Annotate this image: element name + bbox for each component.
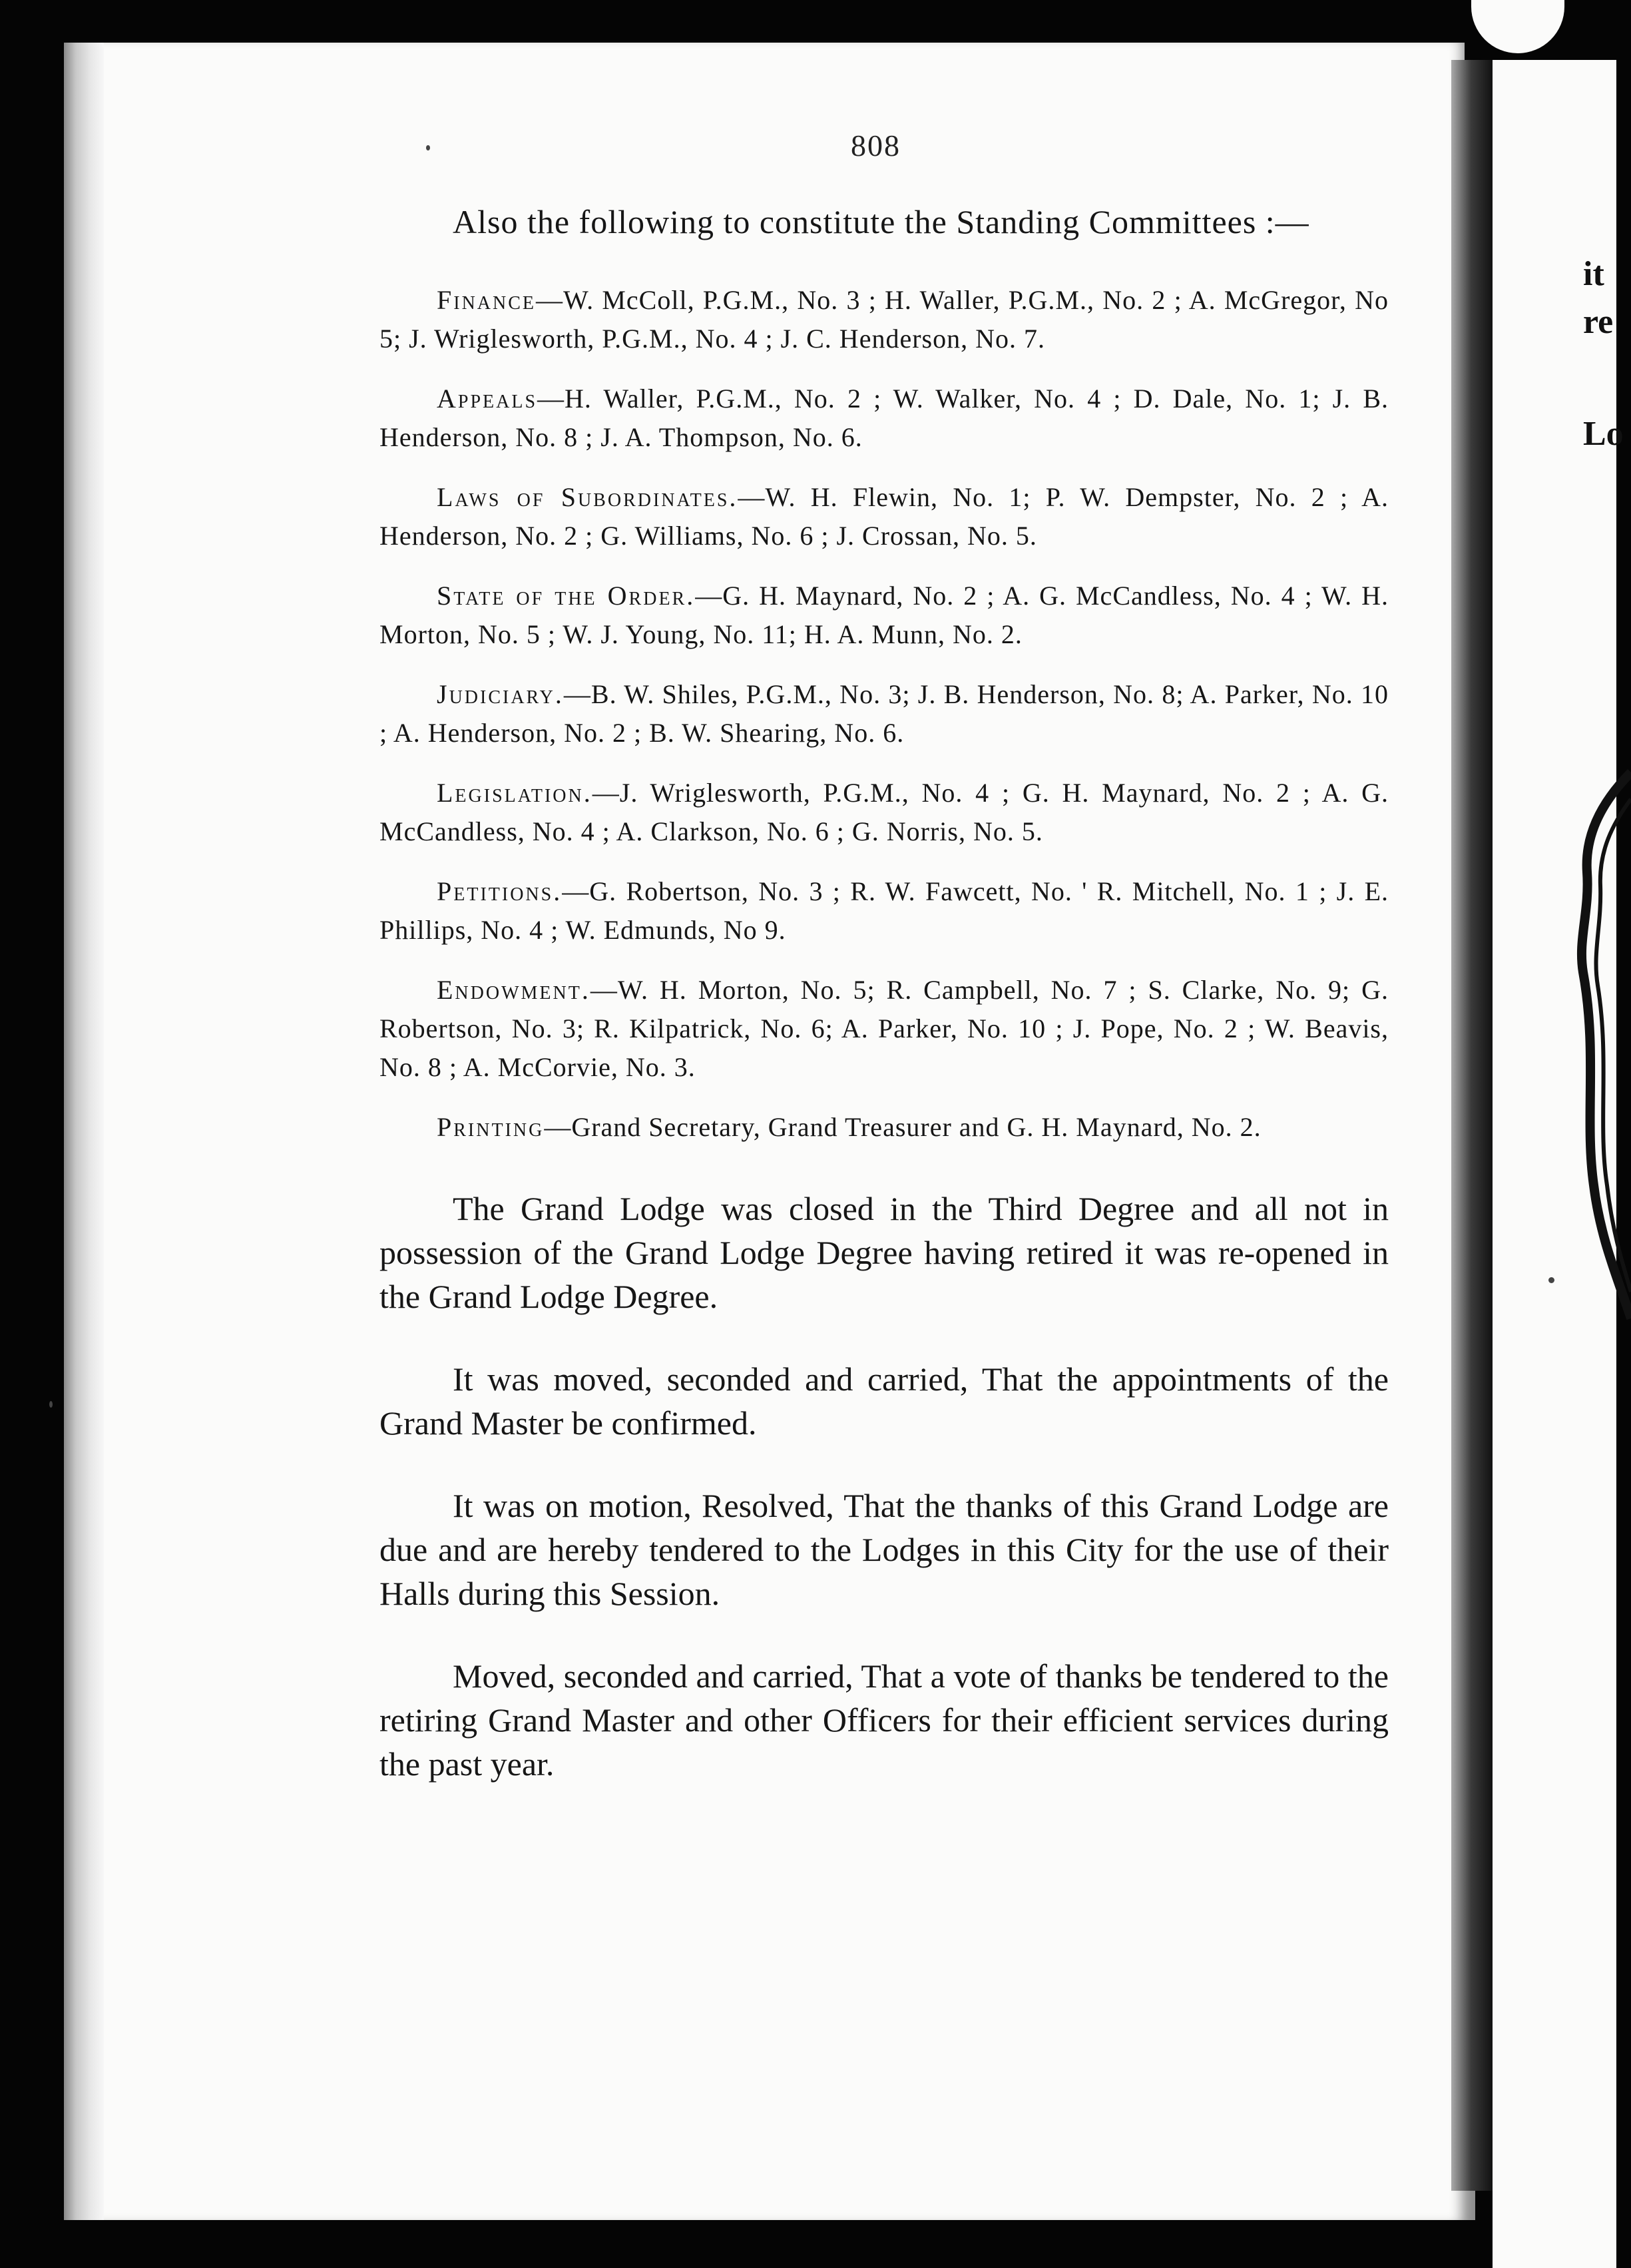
scan-speck bbox=[1548, 1277, 1554, 1283]
committee-members: —W. H. Morton, No. 5; R. Campbell, No. 7 ; S. Clarke, No. 9; G. Robertson, No. 3; R. Kilpatrick, No. 6; A. Parker, No. 10 ; J. Pope, No. 2 ; W. Beavis, No. 8 ; A. McCorvie, No. 3. bbox=[379, 975, 1389, 1082]
committee-members: —H. Waller, P.G.M., No. 2 ; W. Walker, No. 4 ; D. Dale, No. 1; J. B. Henderson, No. 8 ; J. A. Thompson, No. 6. bbox=[379, 384, 1389, 452]
facing-page-fragment: re bbox=[1583, 303, 1614, 341]
committees-intro: Also the following to constitute the Standing Committees :— bbox=[453, 203, 1309, 240]
committee-members: —W. H. Flewin, No. 1; P. W. Dempster, No. 2 ; A. Henderson, No. 2 ; G. Williams, No. 6 ; J. Crossan, No. 5. bbox=[379, 482, 1389, 551]
minutes-paragraph: It was moved, seconded and carried, That the appointments of the Grand Master be confirmed. bbox=[379, 1360, 1389, 1442]
committee-name: Legislation. bbox=[437, 778, 592, 808]
committee-members: —B. W. Shiles, P.G.M., No. 3; J. B. Henderson, No. 8; A. Parker, No. 10 ; A. Henderson, No. 2 ; B. W. Shearing, No. 6. bbox=[379, 679, 1389, 748]
committee-members: —Grand Secretary, Grand Treasurer and G. H. Maynard, No. 2. bbox=[544, 1112, 1262, 1142]
facing-page-fragment: it bbox=[1583, 255, 1604, 293]
committee-name: State of the Order. bbox=[437, 581, 696, 611]
committee-name: Laws of Subordinates. bbox=[437, 482, 738, 512]
scan-speck bbox=[426, 145, 430, 150]
minutes-paragraph: It was on motion, Resolved, That the thanks of this Grand Lodge are due and are hereby tendered to the Lodges in this City for the use of their Halls during this Session. bbox=[379, 1487, 1389, 1612]
committee-entry bbox=[379, 281, 1389, 358]
page-gutter-shadow bbox=[1451, 60, 1493, 2191]
committee-name: Petitions. bbox=[437, 876, 563, 906]
committee-members: —J. Wriglesworth, P.G.M., No. 4 ; G. H. Maynard, No. 2 ; A. G. McCandless, No. 4 ; A. Clarkson, No. 6 ; G. Norris, No. 5. bbox=[379, 778, 1389, 846]
facing-page-emblem-outline bbox=[1578, 772, 1631, 1318]
committee-entry bbox=[379, 872, 1389, 950]
committee-name: Finance bbox=[437, 285, 537, 315]
committee-name: Judiciary. bbox=[437, 679, 564, 709]
committee-name: Appeals bbox=[437, 384, 538, 414]
committee-members: —G. H. Maynard, No. 2 ; A. G. McCandless, No. 4 ; W. H. Morton, No. 5 ; W. J. Young, No. 11; H. A. Munn, No. 2. bbox=[379, 581, 1389, 649]
facing-page-fragment: Lo bbox=[1583, 415, 1624, 453]
page-binding-shadow bbox=[64, 43, 104, 2220]
minutes-paragraph: Moved, seconded and carried, That a vote of thanks be tendered to the retiring Grand Master and other Officers for their efficient services during the past year. bbox=[379, 1657, 1389, 1783]
page-body bbox=[379, 200, 1389, 1825]
committee-members: —W. McColl, P.G.M., No. 3 ; H. Waller, P.G.M., No. 2 ; A. McGregor, No 5; J. Wriglesworth, P.G.M., No. 4 ; J. C. Henderson, No. 7. bbox=[379, 285, 1389, 354]
committee-list bbox=[379, 281, 1389, 1147]
committee-entry bbox=[379, 1108, 1389, 1147]
committee-entry bbox=[379, 971, 1389, 1087]
committee-name: Printing bbox=[437, 1112, 545, 1142]
committee-entry bbox=[379, 380, 1389, 457]
committee-members: —G. Robertson, No. 3 ; R. W. Fawcett, No. ' R. Mitchell, No. 1 ; J. E. Phillips, No. 4 ; W. Edmunds, No 9. bbox=[379, 876, 1389, 945]
page-number: 808 bbox=[851, 129, 901, 162]
committee-entry bbox=[379, 577, 1389, 654]
scan-speck bbox=[49, 1401, 53, 1408]
committee-entry bbox=[379, 774, 1389, 851]
committee-entry bbox=[379, 478, 1389, 555]
committee-entry bbox=[379, 675, 1389, 752]
minutes-paragraph: The Grand Lodge was closed in the Third Degree and all not in possession of the Grand Lodge Degree having retired it was re-opened in the Grand Lodge Degree. bbox=[379, 1190, 1389, 1315]
committee-name: Endowment. bbox=[437, 975, 590, 1005]
